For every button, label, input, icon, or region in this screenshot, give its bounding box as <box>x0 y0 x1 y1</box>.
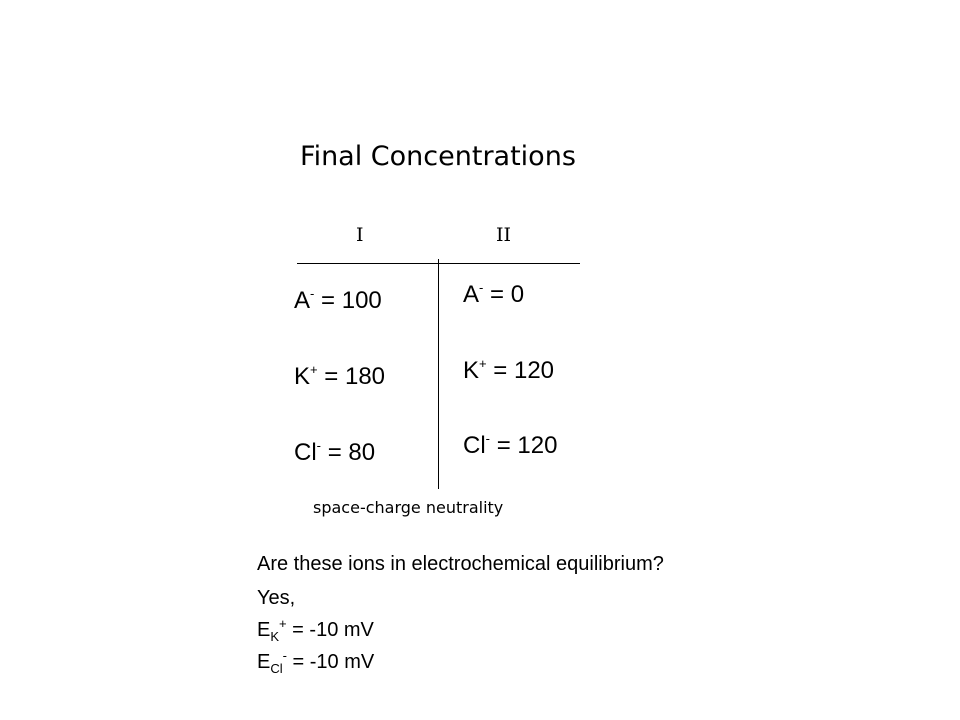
ion-charge: + <box>479 356 487 371</box>
side-ii-anion <box>463 280 524 309</box>
column-heading-ii: II <box>496 224 512 246</box>
neutrality-note: space-charge neutrality <box>313 498 504 517</box>
potential-ion: Cl <box>270 661 283 676</box>
side-i-potassium <box>294 362 385 391</box>
potential-ion: K <box>270 629 280 644</box>
ion-symbol: Cl <box>463 432 486 459</box>
ion-charge: - <box>310 286 315 301</box>
side-i-chloride <box>294 438 375 467</box>
potential-symbol: E <box>257 651 271 673</box>
potential-value: = -10 mV <box>292 651 375 673</box>
column-heading-i: I <box>356 224 364 246</box>
ion-symbol: K <box>294 363 311 390</box>
potential-symbol: E <box>257 619 271 641</box>
ion-symbol: K <box>463 357 480 384</box>
chloride-potential <box>257 648 374 676</box>
side-i-anion <box>294 286 382 315</box>
answer-text: Yes, <box>257 587 296 609</box>
ion-value: = 180 <box>324 363 386 390</box>
ion-value: = 0 <box>490 281 525 308</box>
ion-value: = 120 <box>493 357 555 384</box>
ion-charge: - <box>316 438 322 453</box>
ion-charge: - <box>479 280 484 295</box>
ion-value: = 120 <box>496 432 558 459</box>
membrane-divider <box>438 259 439 489</box>
potential-charge: - <box>282 648 287 663</box>
potential-value: = -10 mV <box>292 619 374 641</box>
ion-symbol: Cl <box>294 439 317 466</box>
equilibrium-question: Are these ions in electrochemical equilibrium? <box>257 553 664 575</box>
potential-charge: + <box>279 616 287 631</box>
side-ii-potassium <box>463 356 554 385</box>
ion-charge: - <box>485 431 491 446</box>
ion-charge: + <box>310 362 318 377</box>
ion-symbol: A <box>463 281 480 308</box>
potassium-potential <box>257 616 374 644</box>
ion-value: = 100 <box>321 287 382 314</box>
slide-title: Final Concentrations <box>300 141 576 172</box>
side-ii-chloride <box>463 431 557 460</box>
ion-symbol: A <box>294 287 311 314</box>
ion-value: = 80 <box>327 439 376 466</box>
